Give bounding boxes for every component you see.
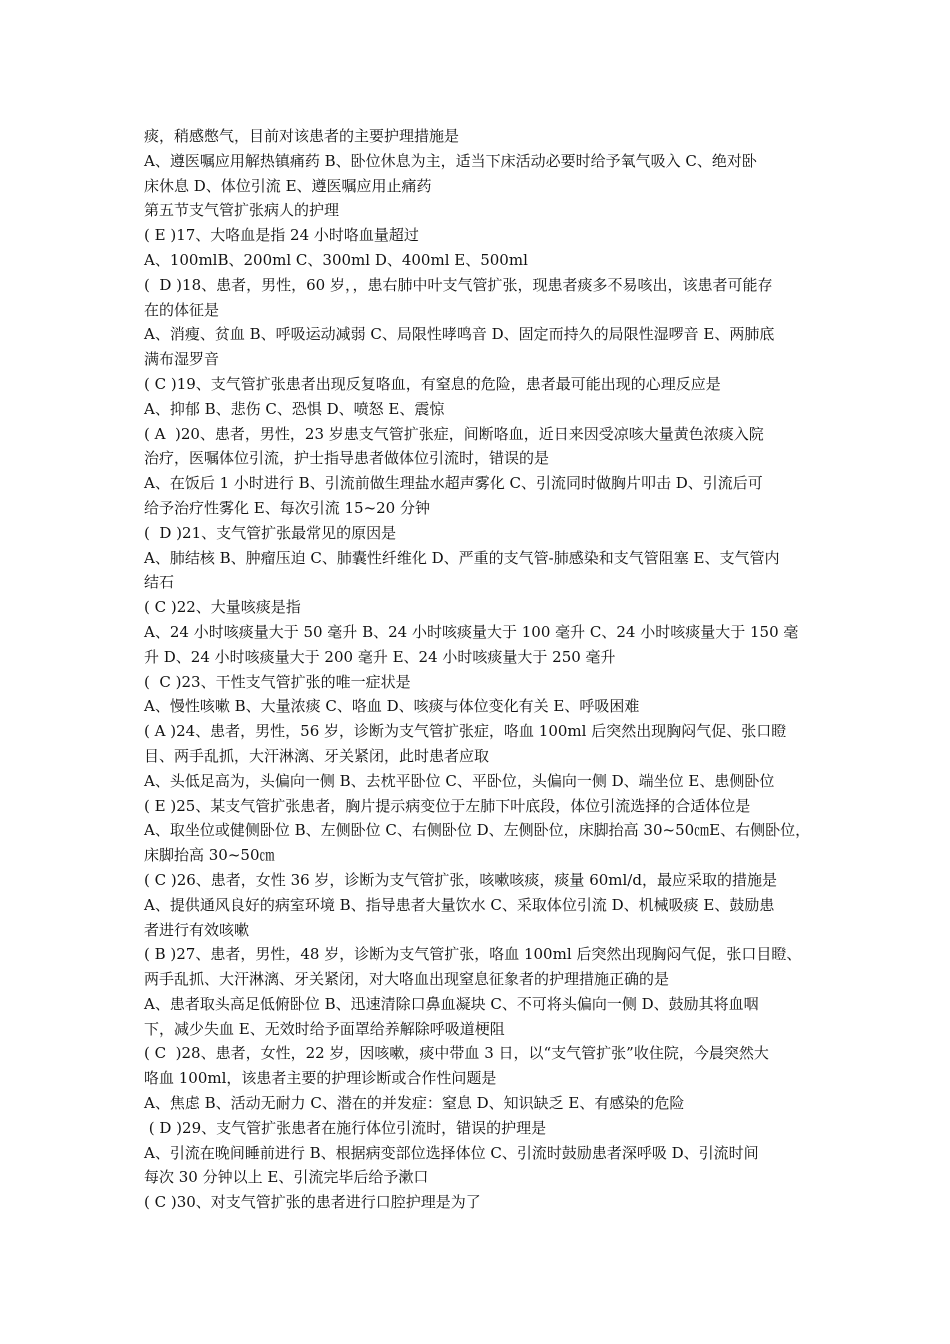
- text-line: ( C )22、大量咳痰是指: [144, 598, 301, 617]
- text-line: A、在饭后 1 小时进行 B、引流前做生理盐水超声雾化 C、引流同时做胸片叩击 D、引流后可: [144, 474, 763, 493]
- text-line: A、消瘦、贫血 B、呼吸运动减弱 C、局限性哮鸣音 D、固定而持久的局限性湿啰音 E、两肺底: [144, 325, 775, 344]
- text-line: 痰，稍感憋气，目前对该患者的主要护理措施是: [144, 127, 460, 145]
- text-line: A、头低足高为，头偏向一侧 B、去枕平卧位 C、平卧位，头偏向一侧 D、端坐位 E、患侧卧位: [144, 771, 775, 790]
- text-line: 给予治疗性雾化 E、每次引流 15~20 分钟: [144, 498, 430, 517]
- text-line: 者进行有效咳嗽: [144, 920, 250, 939]
- text-line: 结石: [144, 573, 175, 592]
- text-line: ( C )26、患者，女性 36 岁，诊断为支气管扩张，咳嗽咳痰，痰量 60ml/d，最应采取的措施是: [144, 870, 777, 889]
- text-line: ( C )19、支气管扩张患者出现反复咯血，有窒息的危险，患者最可能出现的心理反应是: [144, 374, 721, 393]
- section-heading: 第五节支气管扩张病人的护理: [144, 201, 340, 220]
- text-line: A、24 小时咳痰量大于 50 毫升 B、24 小时咳痰量大于 100 毫升 C、24 小时咳痰量大于 150 毫: [144, 622, 799, 641]
- text-line: A、肺结核 B、肿瘤压迫 C、肺囊性纤维化 D、严重的支气管-肺感染和支气管阻塞 E、支气管内: [144, 548, 780, 567]
- text-line: A、引流在晚间睡前进行 B、根据病变部位选择体位 C、引流时鼓励患者深呼吸 D、引流时间: [144, 1143, 759, 1162]
- text-line: A、取坐位或健侧卧位 B、左侧卧位 C、右侧卧位 D、左侧卧位，床脚抬高 30~50㎝E、右侧卧位，: [144, 821, 811, 840]
- text-line: A、提供通风良好的病室环境 B、指导患者大量饮水 C、采取体位引流 D、机械吸痰 E、鼓励患: [144, 895, 775, 914]
- text-line: ( C )30、对支气管扩张的患者进行口腔护理是为了: [144, 1193, 481, 1212]
- text-line: ( E )17、大咯血是指 24 小时咯血量超过: [144, 226, 419, 245]
- text-line: A、抑郁 B、悲伤 C、恐惧 D、喷怒 E、震惊: [144, 399, 445, 418]
- text-line: 在的体征是: [144, 300, 220, 319]
- text-line: 满布湿罗音: [144, 350, 220, 369]
- text-line: 床脚抬高 30~50㎝: [144, 846, 275, 865]
- text-line: ( D )29、支气管扩张患者在施行体位引流时，错误的护理是: [144, 1118, 547, 1137]
- text-line: A、慢性咳嗽 B、大量浓痰 C、咯血 D、咳痰与体位变化有关 E、呼吸困难: [144, 697, 640, 716]
- text-line: 目、两手乱抓，大汗淋漓、牙关紧闭，此时患者应取: [144, 746, 490, 765]
- text-line: ( A )24、患者，男性，56 岁，诊断为支气管扩张症，咯血 100ml 后突然出现胸闷气促、张口瞪: [144, 722, 787, 741]
- text-line: 升 D、24 小时咳痰量大于 200 毫升 E、24 小时咳痰量大于 250 毫升: [144, 647, 616, 666]
- document-page: [144, 124, 820, 1215]
- text-line: ( B )27、患者，男性，48 岁，诊断为支气管扩张，咯血 100ml 后突然出现胸闷气促，张口目瞪、: [144, 945, 802, 964]
- text-line: 治疗，医嘱体位引流，护士指导患者做体位引流时，错误的是: [144, 449, 550, 468]
- text-line: A、患者取头高足低俯卧位 B、迅速清除口鼻血凝块 C、不可将头偏向一侧 D、鼓励其将血咽: [144, 994, 759, 1013]
- text-line: 每次 30 分钟以上 E、引流完毕后给予漱口: [144, 1168, 429, 1187]
- text-line: A、焦虑 B、活动无耐力 C、潜在的并发症：窒息 D、知识缺乏 E、有感染的危险: [144, 1094, 685, 1113]
- text-line: 下，减少失血 E、无效时给予面罩给养解除呼吸道梗阻: [144, 1019, 505, 1038]
- text-line: A、100mlB、200ml C、300ml D、400ml E、500ml: [144, 250, 528, 269]
- text-line: ( D )18、患者，男性，60 岁，，患右肺中叶支气管扩张，现患者痰多不易咳出，该患者可能存: [144, 275, 773, 294]
- text-line: ( C )23、干性支气管扩张的唯一症状是: [144, 672, 411, 691]
- text-line: 床休息 D、体位引流 E、遵医嘱应用止痛药: [144, 176, 432, 195]
- text-line: ( A )20、患者，男性，23 岁患支气管扩张症，间断咯血，近日来因受凉咳大量黄色浓痰入院: [144, 424, 764, 443]
- text-line: A、遵医嘱应用解热镇痛药 B、卧位休息为主，适当下床活动必要时给予氧气吸入 C、绝对卧: [144, 151, 757, 170]
- text-line: ( D )21、支气管扩张最常见的原因是: [144, 523, 397, 542]
- text-line: ( C )28、患者，女性，22 岁，因咳嗽，痰中带血 3 日，以“支气管扩张”收住院，今晨突然大: [144, 1044, 769, 1063]
- text-line: 咯血 100ml，该患者主要的护理诊断或合作性问题是: [144, 1069, 497, 1088]
- text-line: 两手乱抓、大汗淋漓、牙关紧闭，对大咯血出现窒息征象者的护理措施正确的是: [144, 970, 670, 989]
- text-line: ( E )25、某支气管扩张患者，胸片提示病变位于左肺下叶底段，体位引流选择的合适体位是: [144, 796, 751, 815]
